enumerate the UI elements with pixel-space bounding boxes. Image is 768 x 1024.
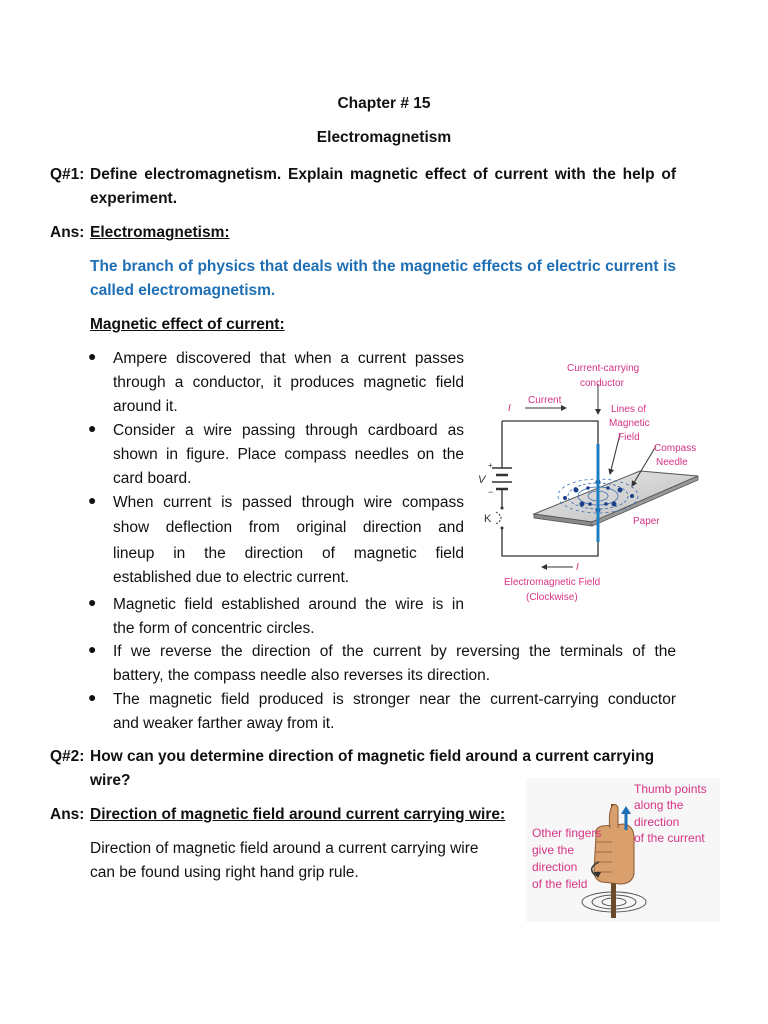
- bullet-2-line1: Consider a wire passing through cardboard as: [113, 422, 464, 439]
- bullet-3-line2: show deflection from original direction and: [113, 519, 464, 536]
- bullet-1-line2: through a conductor, it produces magnetic field: [113, 374, 464, 391]
- bullet-dot: ●: [88, 689, 97, 705]
- thumb-label-3: direction: [634, 815, 680, 829]
- bullet-2-line3: card board.: [113, 470, 192, 487]
- battery-icon: [492, 468, 512, 496]
- bullet-5-line2: battery, the compass needle also reverses its direction.: [113, 667, 491, 684]
- page-title: Electromagnetism: [316, 129, 452, 146]
- bullet-4-line1: Magnetic field established around the wire is in: [113, 596, 464, 613]
- q1-subheading: Magnetic effect of current:: [90, 316, 285, 333]
- paper-label: Paper: [633, 516, 660, 527]
- q1-answer-label: Ans:: [50, 224, 85, 241]
- thumb-label-1: Thumb points: [634, 782, 707, 796]
- bullet-1-line1: Ampere discovered that when a current passes: [113, 350, 464, 367]
- q2-heading: Direction of magnetic field around current carrying wire:: [90, 806, 506, 823]
- i-label-bottom: I: [576, 562, 579, 573]
- bullet-dot: ●: [88, 594, 97, 610]
- q1-heading: Electromagnetism:: [90, 224, 230, 241]
- bullet-4-line2: the form of concentric circles.: [113, 620, 315, 637]
- q2-answer-label: Ans:: [50, 806, 85, 823]
- fingers-label-3: direction: [532, 860, 578, 874]
- conductor-label-2: conductor: [580, 378, 624, 389]
- bullet-2-line2: shown in figure. Place compass needles on the: [113, 446, 464, 463]
- bullet-6-line1: The magnetic field produced is stronger near the current-carrying conductor: [113, 691, 676, 708]
- q1-label: Q#1:: [50, 166, 85, 183]
- circuit-wire: [502, 421, 598, 556]
- lines-label-3: Field: [618, 432, 640, 443]
- lines-label-2: Magnetic: [609, 418, 650, 429]
- fingers-label-4: of the field: [532, 877, 588, 891]
- bullet-3-line4: established due to electric current.: [113, 569, 350, 586]
- thumb-label-2: along the: [634, 798, 684, 812]
- bullet-5-line1: If we reverse the direction of the current by reversing the terminals of the: [113, 643, 676, 660]
- q2-question-line1: How can you determine direction of magnetic field around a current carrying: [90, 748, 655, 765]
- q2-label: Q#2:: [50, 748, 85, 765]
- chapter-heading: Chapter # 15: [337, 95, 431, 112]
- i-label-top: I: [508, 403, 511, 414]
- fingers-label-2: give the: [532, 843, 575, 857]
- bullet-6-line2: and weaker farther away from it.: [113, 715, 335, 732]
- compass-label-2: Needle: [656, 457, 688, 468]
- thumb-label-4: of the current: [634, 831, 705, 845]
- conductor-label-1: Current-carrying: [567, 363, 640, 374]
- bullet-dot: ●: [88, 420, 97, 436]
- bullet-3-line1: When current is passed through wire compass: [113, 494, 464, 511]
- bullet-dot: ●: [88, 492, 97, 508]
- key-switch-icon: [496, 507, 504, 530]
- compass-label-1: Compass: [654, 443, 697, 454]
- k-label: K: [484, 513, 492, 525]
- plus-sign: +: [488, 461, 493, 470]
- fingers-label-1: Other fingers: [532, 826, 602, 840]
- q1-question-line2: experiment.: [90, 190, 178, 207]
- v-label: V: [478, 474, 486, 486]
- right-hand-grip-figure: [526, 778, 720, 922]
- definition-line1: The branch of physics that deals with the magnetic effects of electric current is: [90, 258, 676, 275]
- q1-question-line1: Define electromagnetism. Explain magnetic effect of current with the help of: [90, 166, 676, 183]
- q2-text-line1: Direction of magnetic field around a current carrying wire: [90, 840, 479, 857]
- minus-sign: −: [488, 487, 494, 497]
- definition-line2: called electromagnetism.: [90, 282, 276, 299]
- lines-label-1: Lines of: [611, 404, 647, 415]
- q2-question-line2: wire?: [90, 772, 131, 789]
- bullet-1-line3: around it.: [113, 398, 178, 415]
- q2-text-line2: can be found using right hand grip rule.: [90, 864, 359, 881]
- current-label: Current: [528, 395, 562, 406]
- bullet-3-line3: lineup in the direction of magnetic field: [113, 545, 464, 562]
- caption-2: (Clockwise): [526, 592, 578, 603]
- electromagnet-figure: [470, 356, 720, 612]
- caption-1: Electromagnetic Field: [504, 577, 601, 588]
- bullet-dot: ●: [88, 641, 97, 657]
- bullet-dot: ●: [88, 348, 97, 364]
